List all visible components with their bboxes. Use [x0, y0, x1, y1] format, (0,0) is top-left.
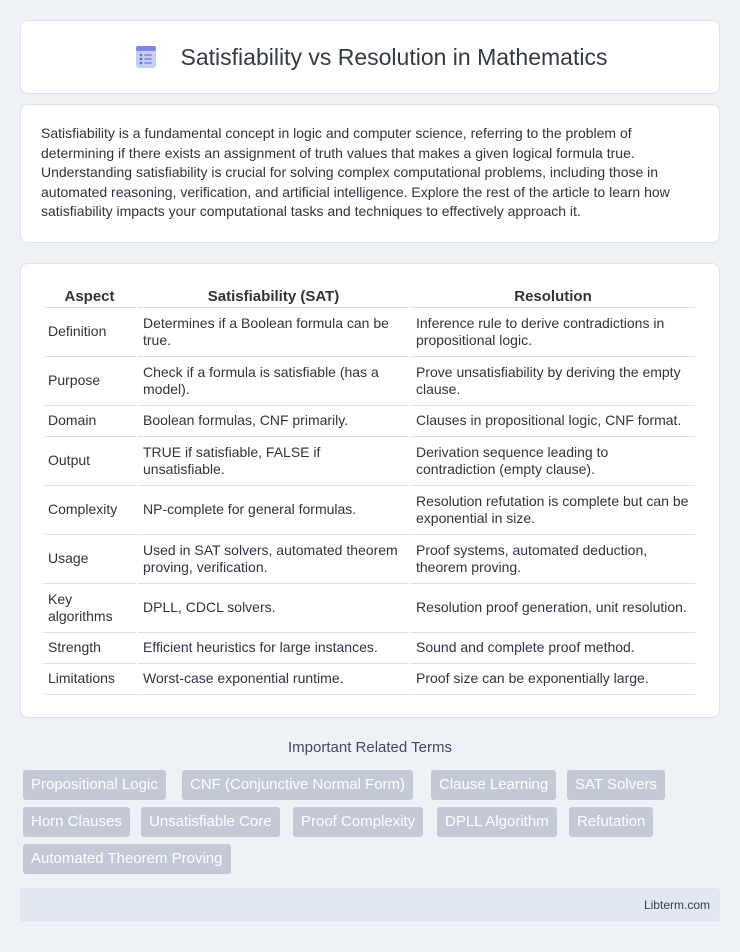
cell-resolution: Proof size can be exponentially large. [411, 664, 695, 695]
header-aspect: Aspect [43, 282, 136, 308]
related-term-tag[interactable]: Propositional Logic [23, 770, 166, 800]
cell-resolution: Derivation sequence leading to contradiction (empty clause). [411, 437, 695, 486]
table-row [43, 308, 695, 357]
page-header [20, 20, 720, 94]
cell-resolution: Inference rule to derive contradictions in propositional logic. [411, 308, 695, 357]
related-term-tag[interactable]: CNF (Conjunctive Normal Form) [182, 770, 413, 800]
cell-resolution: Prove unsatisfiability by deriving the empty clause. [411, 357, 695, 406]
related-term-tag[interactable]: Unsatisfiable Core [141, 807, 280, 837]
table-row [43, 486, 695, 535]
table-row [43, 437, 695, 486]
table-row [43, 535, 695, 584]
cell-sat: Efficient heuristics for large instances. [138, 633, 409, 664]
header-sat: Satisfiability (SAT) [138, 282, 409, 308]
cell-resolution: Clauses in propositional logic, CNF format. [411, 406, 695, 437]
table-row [43, 633, 695, 664]
table-row [43, 584, 695, 633]
related-term-tag[interactable]: Refutation [569, 807, 653, 837]
table-row [43, 664, 695, 695]
comparison-table [41, 282, 697, 695]
cell-aspect: Complexity [43, 486, 136, 535]
cell-aspect: Key algorithms [43, 584, 136, 633]
page-title: Satisfiability vs Resolution in Mathematics [180, 43, 608, 70]
table-row [43, 406, 695, 437]
cell-sat: Boolean formulas, CNF primarily. [138, 406, 409, 437]
cell-aspect: Purpose [43, 357, 136, 406]
cell-aspect: Limitations [43, 664, 136, 695]
footer-site-link[interactable]: Libterm.com [643, 898, 710, 912]
comparison-section [20, 263, 720, 718]
document-list-icon [133, 44, 159, 70]
cell-sat: NP-complete for general formulas. [138, 486, 409, 535]
cell-sat: Worst-case exponential runtime. [138, 664, 409, 695]
related-term-tag[interactable]: Clause Learning [431, 770, 556, 800]
cell-aspect: Output [43, 437, 136, 486]
cell-resolution: Resolution refutation is complete but can be exponential in size. [411, 486, 695, 535]
related-term-tag[interactable]: DPLL Algorithm [437, 807, 557, 837]
related-term-tag[interactable]: Horn Clauses [23, 807, 130, 837]
intro-section [20, 104, 720, 243]
cell-sat: TRUE if satisfiable, FALSE if unsatisfiable. [138, 437, 409, 486]
table-row [43, 357, 695, 406]
cell-resolution: Proof systems, automated deduction, theorem proving. [411, 535, 695, 584]
cell-sat: Determines if a Boolean formula can be true. [138, 308, 409, 357]
intro-paragraph: Satisfiability is a fundamental concept in logic and computer science, referring to the problem of determining if there exists an assignment of truth values that makes a given logical formula true. Understanding satisfiability is crucial for solving complex computational problems, including those in automated reasoning, verification, and artificial intelligence. Explore the rest of the article to learn how satisfiability impacts your computational tasks and techniques to effectively approach it. [41, 125, 670, 220]
cell-aspect: Domain [43, 406, 136, 437]
cell-resolution: Resolution proof generation, unit resolution. [411, 584, 695, 633]
cell-resolution: Sound and complete proof method. [411, 633, 695, 664]
cell-aspect: Strength [43, 633, 136, 664]
cell-sat: Used in SAT solvers, automated theorem proving, verification. [138, 535, 409, 584]
cell-aspect: Usage [43, 535, 136, 584]
related-term-tag[interactable]: Automated Theorem Proving [23, 844, 231, 874]
cell-sat: Check if a formula is satisfiable (has a model). [138, 357, 409, 406]
footer [20, 888, 720, 922]
related-terms-title: Important Related Terms [288, 739, 452, 756]
related-term-tag[interactable]: SAT Solvers [567, 770, 665, 800]
header-resolution: Resolution [411, 282, 695, 308]
table-header-row [43, 282, 695, 308]
cell-sat: DPLL, CDCL solvers. [138, 584, 409, 633]
cell-aspect: Definition [43, 308, 136, 357]
related-term-tag[interactable]: Proof Complexity [293, 807, 423, 837]
